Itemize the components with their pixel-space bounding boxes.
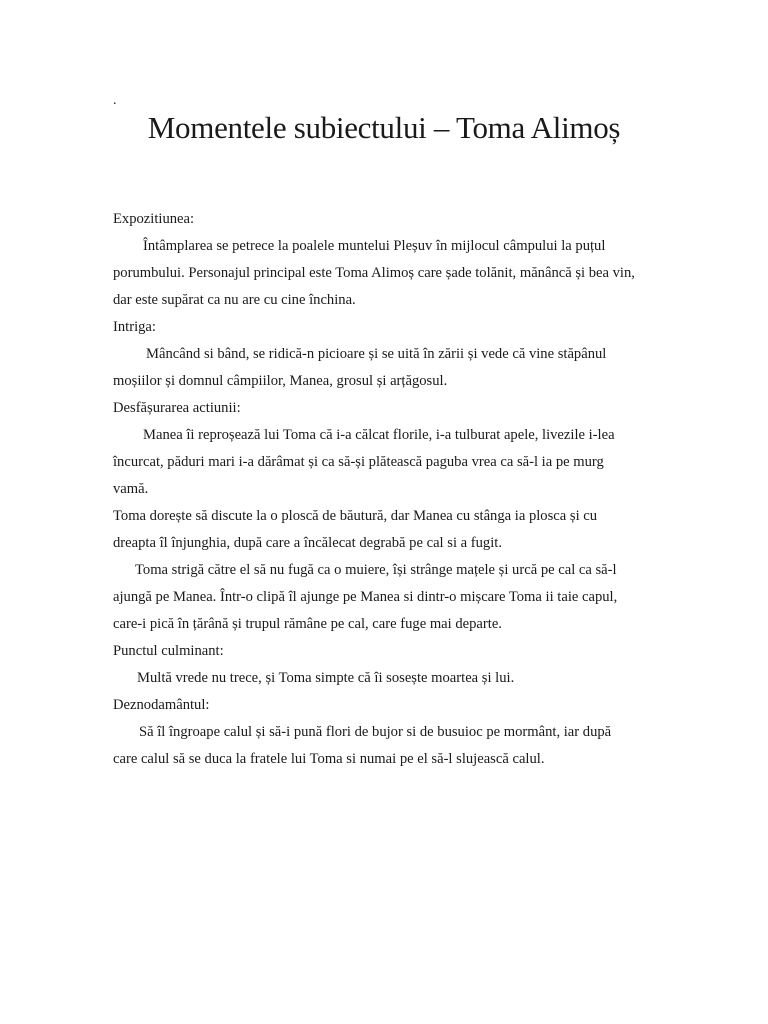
paragraph-line: care calul să se duca la fratele lui Toma si numai pe el să-l slujească calul. <box>113 751 545 767</box>
section-heading: Desfășurarea actiunii: <box>113 400 241 416</box>
paragraph-line: vamă. <box>113 481 149 497</box>
paragraph-line: Toma strigă către el să nu fugă ca o muiere, își strânge mațele și urcă pe cal ca să-l <box>135 562 617 578</box>
paragraph-line: Întâmplarea se petrece la poalele muntelui Pleșuv în mijlocul câmpului la puțul <box>143 238 606 254</box>
paragraph-line: dar este supărat ca nu are cu cine închina. <box>113 292 356 308</box>
paragraph-line: ajungă pe Manea. Într-o clipă îl ajunge pe Manea si dintr-o mișcare Toma ii taie capul, <box>113 589 618 605</box>
section-heading: Intriga: <box>113 319 156 335</box>
page-title: Momentele subiectului – Toma Alimoș <box>147 110 621 145</box>
section-heading: Punctul culminant: <box>113 643 224 659</box>
section-heading: Deznodamântul: <box>113 697 210 713</box>
paragraph-line: încurcat, păduri mari i-a dărâmat și ca să-și plătească paguba vrea ca să-l ia pe murg <box>113 454 604 470</box>
paragraph-line: Mâncând si bând, se ridică-n picioare și se uită în zării și vede că vine stăpânul <box>146 346 607 362</box>
paragraph-line: Manea îi reproșează lui Toma că i-a călcat florile, i-a tulburat apele, livezile i-lea <box>143 427 615 443</box>
section-heading: Expozitiunea: <box>113 211 195 227</box>
stray-marker: . <box>113 93 117 108</box>
paragraph-line: dreapta îl înjunghia, după care a încălecat degrabă pe cal si a fugit. <box>113 535 502 551</box>
paragraph-line: Toma dorește să discute la o ploscă de băutură, dar Manea cu stânga ia plosca și cu <box>113 508 598 524</box>
paragraph-line: Să îl îngroape calul și să-i pună flori de bujor si de busuioc pe mormânt, iar după <box>139 724 612 740</box>
document-body <box>113 206 673 773</box>
paragraph-line: Multă vrede nu trece, și Toma simpte că îi sosește moartea și lui. <box>137 670 515 686</box>
paragraph-line: care-i pică în țărână și trupul rămâne pe cal, care fuge mai departe. <box>113 616 502 632</box>
paragraph-line: porumbului. Personajul principal este Toma Alimoș care șade tolănit, mănâncă și bea vin, <box>113 265 635 281</box>
paragraph-line: moșiilor și domnul câmpiilor, Manea, grosul și arțăgosul. <box>113 373 448 389</box>
